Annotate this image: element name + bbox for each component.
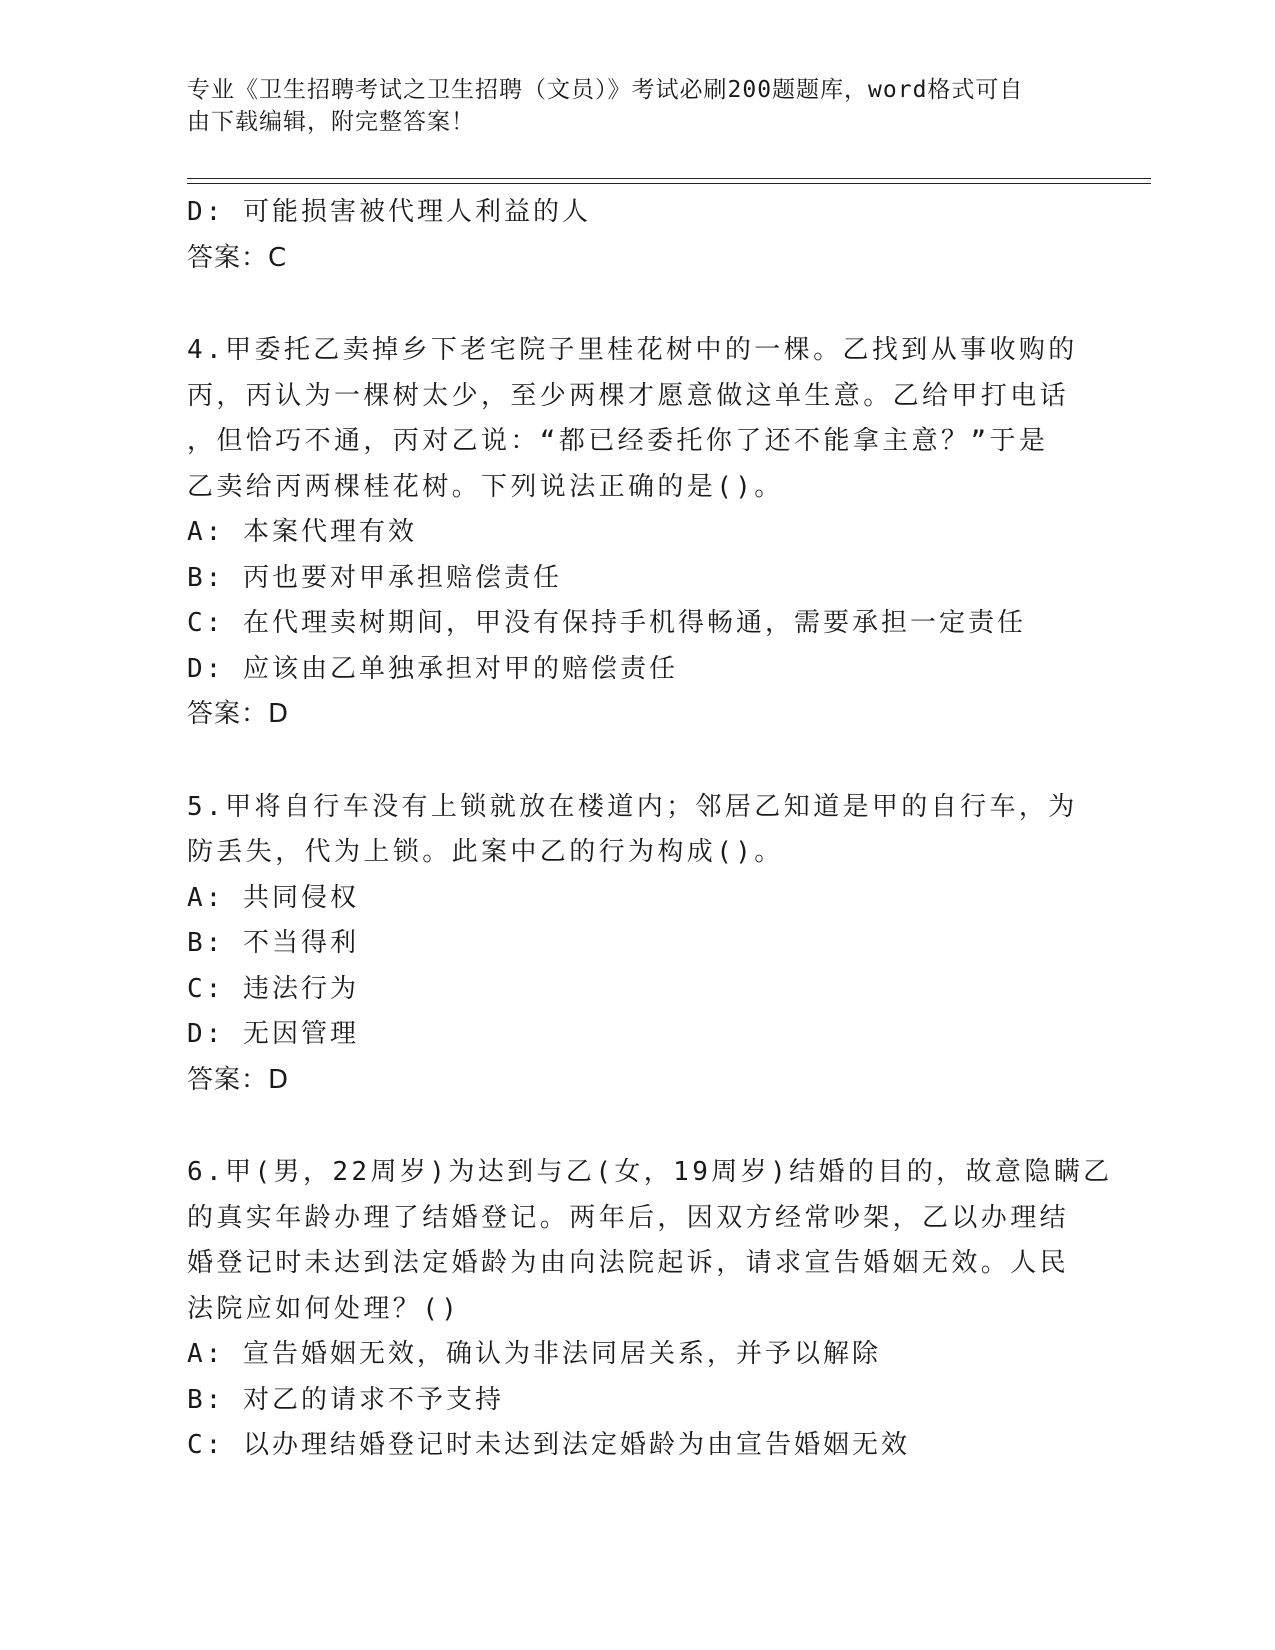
option-a: A: 共同侵权 bbox=[187, 882, 359, 913]
question-text bbox=[187, 328, 1087, 510]
option-c: C: 在代理卖树期间，甲没有保持手机得畅通，需要承担一定责任 bbox=[187, 608, 1026, 638]
question-line: 乙卖给丙两棵桂花树。下列说法正确的是()。 bbox=[187, 471, 784, 502]
header-line-2: 由下载编辑，附完整答案！ bbox=[187, 109, 475, 135]
option-b: B: 丙也要对甲承担赔偿责任 bbox=[187, 562, 562, 593]
question-5 bbox=[187, 785, 1087, 1104]
question-line: 4.甲委托乙卖掉乡下老宅院子里桂花树中的一棵。乙找到从事收购的 bbox=[187, 335, 1078, 365]
question-6 bbox=[187, 1150, 1113, 1469]
question-line: 婚登记时未达到法定婚龄为由向法院起诉，请求宣告婚姻无效。人民 bbox=[187, 1248, 1070, 1278]
header-line-1: 专业《卫生招聘考试之卫生招聘（文员）》考试必刷200题题库，word格式可自 bbox=[187, 77, 1024, 103]
question-line: 防丢失，代为上锁。此案中乙的行为构成()。 bbox=[187, 837, 784, 867]
option-b: B: 对乙的请求不予支持 bbox=[187, 1384, 504, 1415]
question-line: 丙，丙认为一棵树太少，至少两棵才愿意做这单生意。乙给甲打电话 bbox=[187, 380, 1070, 411]
question-text bbox=[187, 1150, 1113, 1332]
spacer bbox=[187, 281, 1087, 328]
header-divider-bottom bbox=[187, 183, 1151, 184]
option-d: D: 可能损害被代理人利益的人 bbox=[187, 197, 591, 227]
question-text bbox=[187, 785, 1087, 876]
option-a: A: 本案代理有效 bbox=[187, 517, 417, 547]
previous-question-tail bbox=[187, 190, 1087, 281]
option-d: D: 应该由乙单独承担对甲的赔偿责任 bbox=[187, 653, 678, 684]
header-divider-top bbox=[187, 178, 1151, 179]
answer-line: 答案：D bbox=[187, 699, 290, 729]
option-c: C: 以办理结婚登记时未达到法定婚龄为由宣告婚姻无效 bbox=[187, 1430, 910, 1460]
question-line: 法院应如何处理？() bbox=[187, 1293, 461, 1324]
question-line: 的真实年龄办理了结婚登记。两年后，因双方经常吵架，乙以办理结 bbox=[187, 1202, 1070, 1233]
option-a: A: 宣告婚姻无效，确认为非法同居关系，并予以解除 bbox=[187, 1339, 881, 1369]
option-c: C: 违法行为 bbox=[187, 973, 359, 1004]
question-line: 6.甲(男，22周岁)为达到与乙(女，19周岁)结婚的目的，故意隐瞒乙 bbox=[187, 1157, 1113, 1187]
document-body bbox=[187, 190, 1113, 1469]
question-line: 5.甲将自行车没有上锁就放在楼道内；邻居乙知道是甲的自行车，为 bbox=[187, 791, 1078, 822]
spacer bbox=[187, 738, 1087, 785]
question-4 bbox=[187, 328, 1087, 738]
answer-line: 答案：C bbox=[187, 242, 288, 273]
option-d: D: 无因管理 bbox=[187, 1019, 359, 1049]
answer-line: 答案：D bbox=[187, 1064, 290, 1095]
question-line: ，但恰巧不通，丙对乙说：“都已经委托你了还不能拿主意？”于是 bbox=[187, 426, 1049, 456]
document-header bbox=[187, 74, 1067, 138]
option-b: B: 不当得利 bbox=[187, 928, 359, 958]
spacer bbox=[187, 1103, 1087, 1150]
